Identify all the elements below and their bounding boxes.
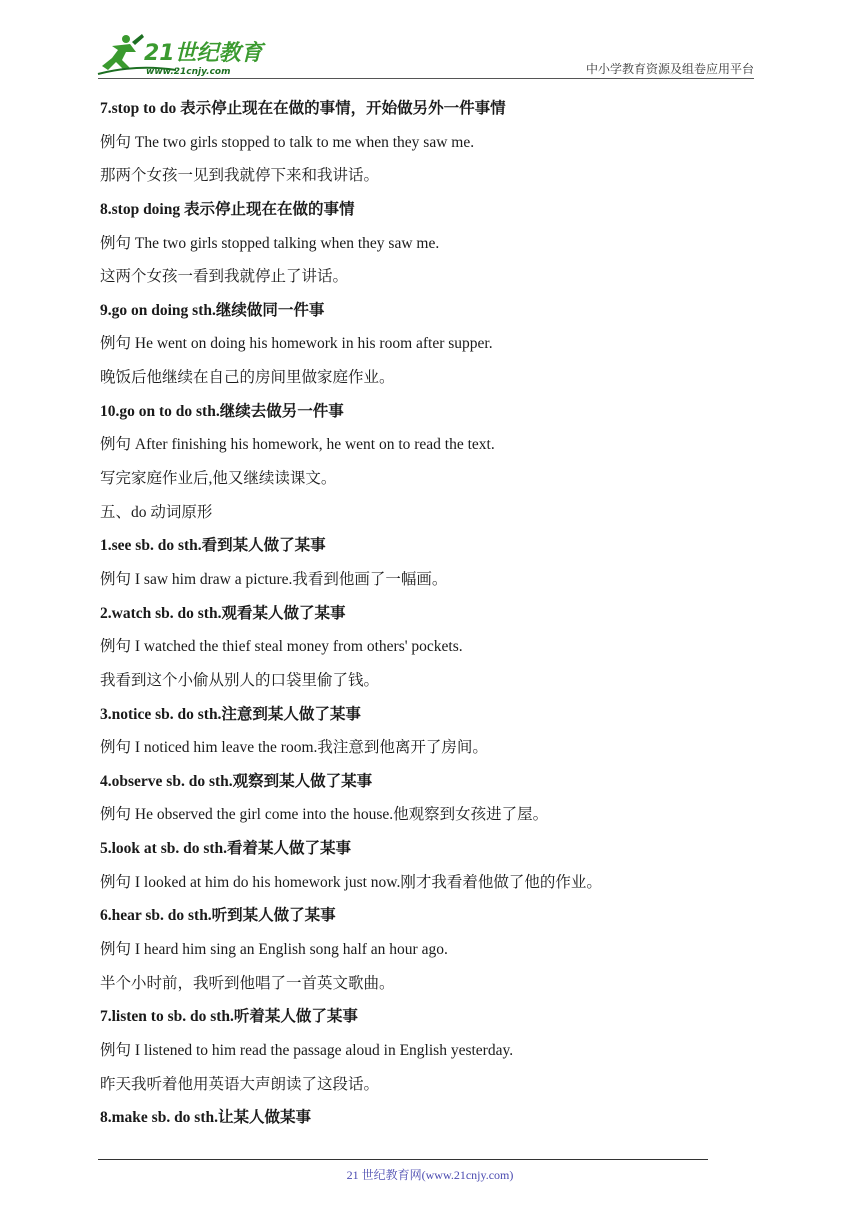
phrase-heading: 3.notice sb. do sth.注意到某人做了某事 [100,705,361,723]
page-header [0,0,860,82]
translation-line: 这两个女孩一看到我就停止了讲话。 [100,268,349,286]
translation-line: 那两个女孩一见到我就停下来和我讲话。 [100,167,380,185]
phrase-heading: 6.hear sb. do sth.听到某人做了某事 [100,907,336,925]
example-sentence: 例句 After finishing his homework, he went on to read the text. [100,436,495,454]
footer-text: 21 世纪教育网(www.21cnjy.com) [346,1168,514,1182]
example-sentence: 例句 He observed the girl come into the house.他观察到女孩进了屋。 [100,806,549,824]
phrase-heading: 8.stop doing 表示停止现在在做的事情 [100,200,355,218]
example-sentence: 例句 The two girls stopped to talk to me when they saw me. [100,133,475,151]
phrase-heading: 1.see sb. do sth.看到某人做了某事 [100,537,326,555]
translation-line: 我看到这个小偷从别人的口袋里偷了钱。 [100,671,380,689]
phrase-heading: 2.watch sb. do sth.观看某人做了某事 [100,604,346,622]
header-tagline: 中小学教育资源及组卷应用平台 [585,62,754,76]
site-logo [96,30,266,78]
phrase-heading: 9.go on doing sth.继续做同一件事 [100,301,325,319]
svg-text:21世纪教育: 21世纪教育 [144,41,263,66]
example-sentence: 例句 I listened to him read the passage aloud in English yesterday. [100,1041,514,1059]
phrase-heading: 10.go on to do sth.继续去做另一件事 [100,402,344,420]
example-sentence: 例句 I noticed him leave the room.我注意到他离开了房间。 [100,739,488,757]
example-sentence: 例句 I saw him draw a picture.我看到他画了一幅画。 [100,570,448,588]
phrase-heading: 7.stop to do 表示停止现在在做的事情，开始做另外一件事情 [100,100,506,117]
phrase-heading: 4.observe sb. do sth.观察到某人做了某事 [100,772,373,790]
example-sentence: 例句 I looked at him do his homework just now.刚才我看着他做了他的作业。 [100,873,602,891]
phrase-heading: 7.listen to sb. do sth.听着某人做了某事 [100,1008,358,1026]
footer-divider [98,1159,708,1160]
header-divider [98,78,754,79]
document-body [100,92,740,1135]
translation-line: 半个小时前，我听到他唱了一首英文歌曲。 [100,974,395,992]
example-sentence: 例句 The two girls stopped talking when they saw me. [100,234,440,252]
translation-line: 晚饭后他继续在自己的房间里做家庭作业。 [100,369,395,387]
example-sentence: 例句 I heard him sing an English song half an hour ago. [100,941,448,959]
phrase-heading: 5.look at sb. do sth.看着某人做了某事 [100,840,352,858]
svg-text:www.21cnjy.com: www.21cnjy.com [146,67,231,77]
translation-line: 昨天我听着他用英语大声朗读了这段话。 [100,1075,380,1093]
example-sentence: 例句 He went on doing his homework in his room after supper. [100,335,493,353]
translation-line: 写完家庭作业后,他又继续读课文。 [100,470,337,488]
example-sentence: 例句 I watched the thief steal money from others' pockets. [100,638,463,656]
phrase-heading: 8.make sb. do sth.让某人做某事 [100,1109,311,1127]
section-title: 五、do 动词原形 [100,503,213,521]
